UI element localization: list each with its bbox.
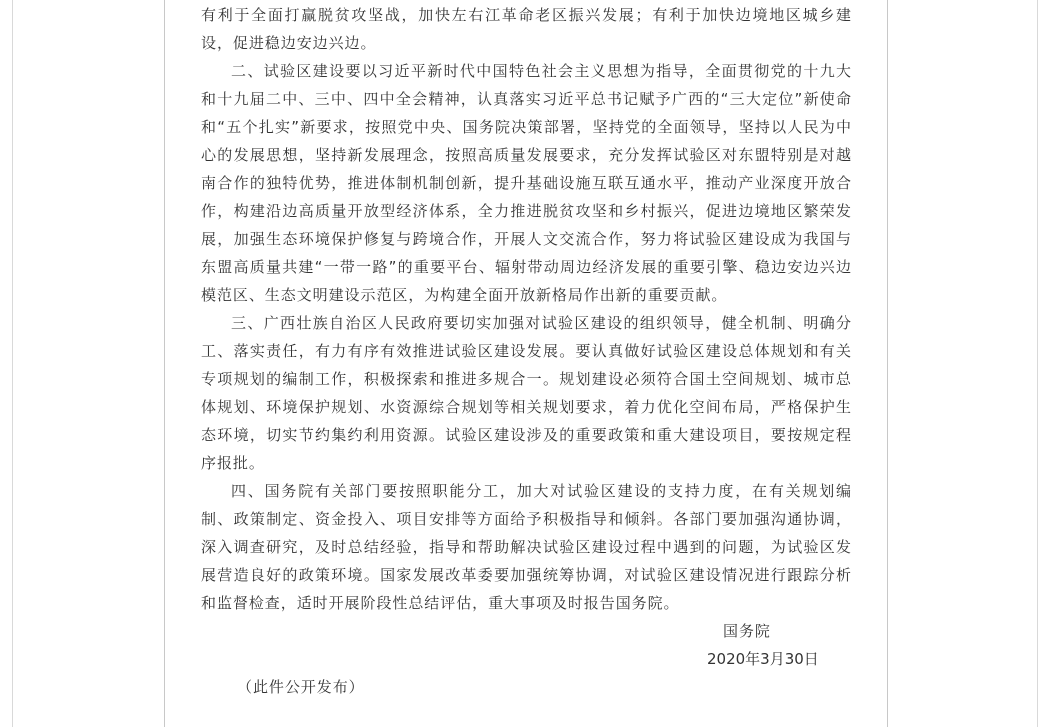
document-body [201,1,852,701]
paragraph-4: 四、国务院有关部门要按照职能分工，加大对试验区建设的支持力度，在有关规划编制、政策制定、资金投入、项目安排等方面给予积极指导和倾斜。各部门要加强沟通协调，深入调查研究，及时总结经验，指导和帮助解决试验区建设过程中遇到的问题，为试验区发展营造良好的政策环境。国家发展改革委要加强统筹协调，对试验区建设情况进行跟踪分析和监督检查，适时开展阶段性总结评估，重大事项及时报告国务院。 [201,482,852,612]
paragraph-2: 二、试验区建设要以习近平新时代中国特色社会主义思想为指导，全面贯彻党的十九大和十九届二中、三中、四中全会精神，认真落实习近平总书记赋予广西的“三大定位”新使命和“五个扎实”新要求，按照党中央、国务院决策部署，坚持党的全面领导，坚持以人民为中心的发展思想，坚持新发展理念，按照高质量发展要求，充分发挥试验区对东盟特别是对越南合作的独特优势，推进体制机制创新，提升基础设施互联互通水平，推动产业深度开放合作，构建沿边高质量开放型经济体系，全力推进脱贫攻坚和乡村振兴，促进边境地区繁荣发展，加强生态环境保护修复与跨境合作，开展人文交流合作，努力将试验区建设成为我国与东盟高质量共建“一带一路”的重要平台、辐射带动周边经济发展的重要引擎、稳边安边兴边模范区、生态文明建设示范区，为构建全面开放新格局作出新的重要贡献。 [201,62,852,304]
issue-date: 2020年3月30日 [707,650,819,668]
signer: 国务院 [723,622,771,640]
paragraph-1: 有利于全面打赢脱贫攻坚战，加快左右江革命老区振兴发展；有利于加快边境地区城乡建设，促进稳边安边兴边。 [201,6,852,52]
paragraph-3: 三、广西壮族自治区人民政府要切实加强对试验区建设的组织领导，健全机制、明确分工、落实责任，有力有序有效推进试验区建设发展。要认真做好试验区建设总体规划和有关专项规划的编制工作，积极探索和推进多规合一。规划建设必须符合国土空间规划、城市总体规划、环境保护规划、水资源综合规划等相关规划要求，着力优化空间布局，严格保护生态环境，切实节约集约利用资源。试验区建设涉及的重要政策和重大建设项目，要按规定程序报批。 [201,314,852,472]
document-page [164,0,888,727]
publication-note: （此件公开发布） [237,678,365,696]
